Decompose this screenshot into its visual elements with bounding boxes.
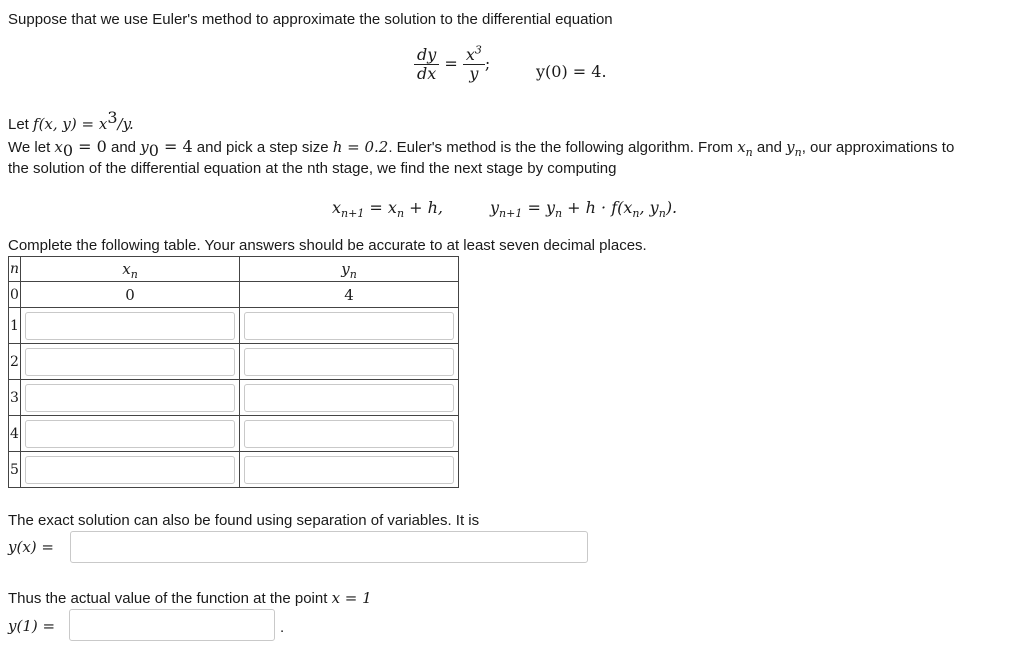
y4-input[interactable] xyxy=(244,420,454,448)
x1-cell xyxy=(21,308,240,344)
y2-input[interactable] xyxy=(244,348,454,376)
rhs-exponent: 3 xyxy=(474,43,482,57)
header-x-sub: n xyxy=(130,268,138,281)
x5-cell xyxy=(21,452,240,488)
y1-input[interactable] xyxy=(69,609,275,641)
function-rest: /y. xyxy=(117,115,134,133)
header-xn xyxy=(21,257,240,282)
y1-input[interactable] xyxy=(244,312,454,340)
y0-subscript: 0 xyxy=(148,141,159,160)
n-plus-1-subscript: n+1 xyxy=(341,207,365,221)
exact-solution-text: The exact solution can also be found using separation of variables. It is xyxy=(8,512,480,529)
y1-cell xyxy=(240,308,459,344)
thus-text xyxy=(8,589,372,607)
yn-symbol: y xyxy=(786,138,795,156)
row-index: 3 xyxy=(9,380,21,416)
row-index: 2 xyxy=(9,344,21,380)
para-text: and xyxy=(752,139,787,156)
x5-input[interactable] xyxy=(25,456,235,484)
initial-condition: y(0) = 4. xyxy=(536,62,607,81)
x-symbol: x xyxy=(332,198,342,217)
y0-symbol: y xyxy=(140,138,149,156)
step-size: h = 0.2 xyxy=(332,138,389,156)
n-subscript: n xyxy=(658,207,666,221)
y-rhs: = y xyxy=(522,198,555,217)
separator: ; xyxy=(484,54,491,73)
dy-dx-fraction xyxy=(414,46,439,83)
header-x-symbol: x xyxy=(122,260,131,278)
x3-input[interactable] xyxy=(25,384,235,412)
yn-subscript: n xyxy=(794,146,802,159)
plus-h: + h, xyxy=(404,198,444,217)
row-index: 5 xyxy=(9,452,21,488)
table-row xyxy=(9,282,459,308)
row-index: 0 xyxy=(9,282,21,308)
y2-cell xyxy=(240,344,459,380)
header-y-sub: n xyxy=(349,268,357,281)
table-row xyxy=(9,344,459,380)
table-row xyxy=(9,308,459,344)
n-subscript: n xyxy=(396,207,405,221)
let-prefix: Let xyxy=(8,116,34,133)
rhs-fraction xyxy=(463,43,485,83)
para-text: . Euler's method is the the following algorithm. From xyxy=(388,139,738,156)
y4-cell xyxy=(240,416,459,452)
x4-input[interactable] xyxy=(25,420,235,448)
header-yn xyxy=(240,257,459,282)
thus-point: x = 1 xyxy=(331,589,372,607)
x3-cell xyxy=(21,380,240,416)
intro-text: Suppose that we use Euler's method to approximate the solution to the differential equation xyxy=(8,11,613,28)
algorithm-paragraph-line2: the solution of the differential equation at the nth stage, we find the next stage by computing xyxy=(8,160,617,177)
x0-cell: 0 xyxy=(21,282,240,308)
table-prompt: Complete the following table. Your answers should be accurate to at least seven decimal places. xyxy=(8,237,647,254)
comma-y: , y xyxy=(639,198,659,217)
para-text: , our approximations to xyxy=(801,139,955,156)
x2-input[interactable] xyxy=(25,348,235,376)
exact-solution-label: y(x) = xyxy=(8,538,54,556)
x-update-formula xyxy=(332,198,444,221)
header-n: n xyxy=(9,257,21,282)
row-index: 1 xyxy=(9,308,21,344)
table-row xyxy=(9,452,459,488)
equals-sign: = xyxy=(444,54,458,73)
n-subscript: n xyxy=(632,207,640,221)
function-def: f(x, y) = x xyxy=(33,115,108,133)
x-rhs: = x xyxy=(364,198,397,217)
row-index: 4 xyxy=(9,416,21,452)
y0-value: = 4 xyxy=(158,137,193,156)
thus-prefix: Thus the actual value of the function at the point xyxy=(8,590,332,607)
let-line xyxy=(8,108,134,133)
xn-symbol: x xyxy=(737,138,746,156)
x0-symbol: x xyxy=(54,138,63,156)
y-symbol: y xyxy=(490,198,500,217)
header-y-symbol: y xyxy=(341,260,350,278)
para-text: and pick a step size xyxy=(192,139,333,156)
table-header-row xyxy=(9,257,459,282)
fraction-denominator: dx xyxy=(417,64,437,83)
exact-solution-input[interactable] xyxy=(70,531,588,563)
y1-period: . xyxy=(280,619,285,636)
y-update-formula xyxy=(490,198,678,221)
algorithm-paragraph-line1 xyxy=(8,137,955,160)
y1-label: y(1) = xyxy=(8,617,56,635)
x2-cell xyxy=(21,344,240,380)
table-row xyxy=(9,380,459,416)
x1-input[interactable] xyxy=(25,312,235,340)
rhs-numerator: x xyxy=(465,45,475,64)
close-paren: ). xyxy=(665,198,678,217)
xn-subscript: n xyxy=(745,146,753,159)
x0-value: = 0 xyxy=(73,137,107,156)
y3-cell xyxy=(240,380,459,416)
y5-cell xyxy=(240,452,459,488)
plus-h-f: + h · f(x xyxy=(562,198,633,217)
n-subscript: n xyxy=(554,207,563,221)
table-row xyxy=(9,416,459,452)
y3-input[interactable] xyxy=(244,384,454,412)
rhs-denominator: y xyxy=(469,64,479,83)
x0-subscript: 0 xyxy=(62,141,74,160)
n-plus-1-subscript: n+1 xyxy=(499,207,523,221)
x4-cell xyxy=(21,416,240,452)
y5-input[interactable] xyxy=(244,456,454,484)
differential-equation xyxy=(414,43,491,83)
para-text: and xyxy=(106,139,141,156)
fraction-numerator: dy xyxy=(414,46,439,65)
para-text: We let xyxy=(8,139,55,156)
euler-table xyxy=(8,256,459,488)
function-exp: 3 xyxy=(107,108,118,127)
y0-cell: 4 xyxy=(240,282,459,308)
